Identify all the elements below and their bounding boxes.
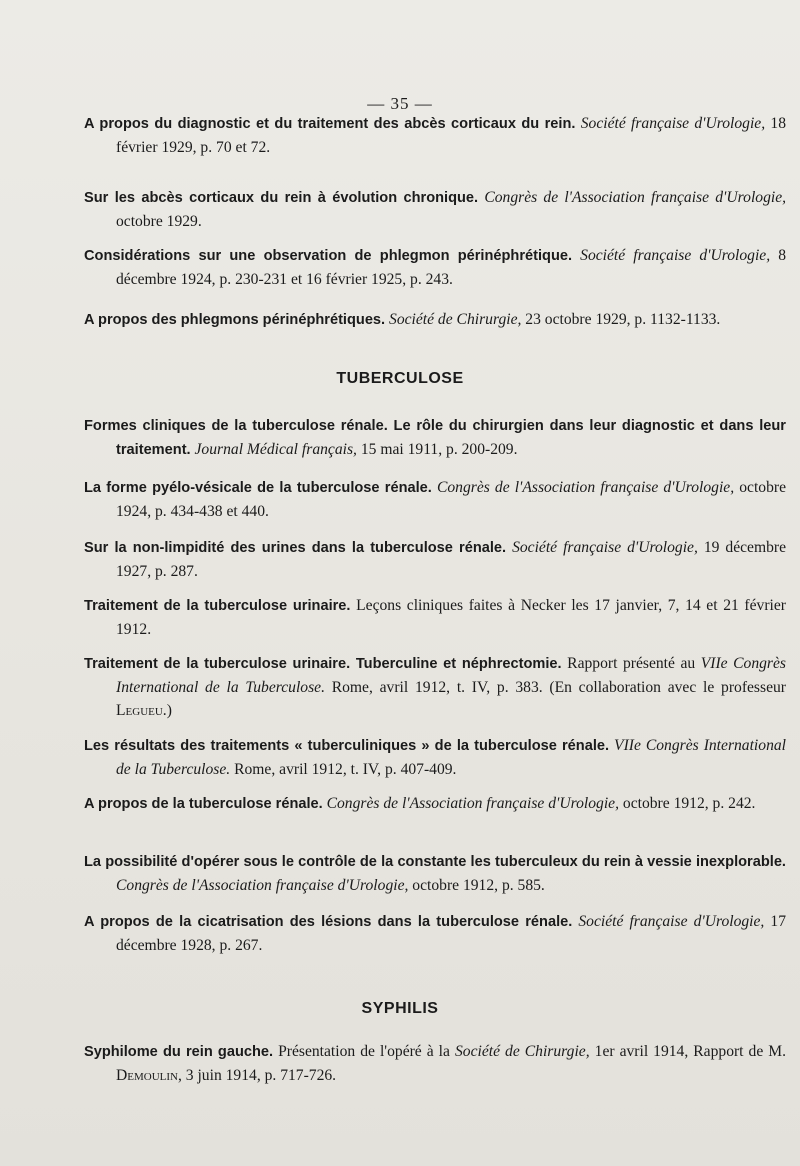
bibliography-entry — [84, 476, 786, 523]
entry-details: 17 décembre 1928, p. 267. — [116, 913, 786, 954]
bibliography-entry — [84, 186, 786, 233]
entry-source: Société française d'Urologie, — [512, 539, 698, 556]
entry-source: Société française d'Urologie, — [580, 247, 771, 264]
entry-title: A propos des phlegmons périnéphrétiques. — [84, 312, 386, 328]
page-number: — 35 — — [367, 94, 433, 113]
bibliography-entry — [84, 792, 786, 816]
entry-details: 23 octobre 1929, p. 1132-1133. — [525, 311, 721, 328]
entry-source: Journal Médical français, — [194, 441, 357, 458]
entry-details: octobre 1929. — [116, 213, 202, 230]
entry-source: Société de Chirurgie, — [454, 1043, 590, 1060]
entry-person: Legueu — [116, 702, 163, 719]
bibliography-entry — [84, 734, 786, 781]
entry-title: Traitement de la tuberculose urinaire. — [84, 598, 351, 614]
entry-details-post: , 3 juin 1914, p. 717-726. — [177, 1067, 337, 1084]
bibliography-entry — [84, 1040, 786, 1087]
entry-source: Congrès de l'Association française d'Urologie, — [484, 189, 787, 206]
entry-details: Rome, avril 1912, t. IV, p. 383. (En collaboration avec le professeur — [331, 679, 786, 696]
entry-details: 15 mai 1911, p. 200-209. — [360, 441, 518, 458]
entry-title: La possibilité d'opérer sous le contrôle de la constante les tuberculeux du rein à vessie inexplorable. — [84, 854, 786, 870]
entry-title: A propos de la cicatrisation des lésions dans la tuberculose rénale. — [84, 914, 573, 930]
entry-details-pre: Rapport présenté au — [567, 655, 696, 672]
bibliography-entry — [84, 112, 786, 159]
bibliography-entry — [84, 308, 786, 332]
entry-title: Considérations sur une observation de phlegmon périnéphrétique. — [84, 248, 573, 264]
entry-details: octobre 1912, p. 242. — [622, 795, 756, 812]
entry-source: VIIe Congrès International de la Tuberculose. — [116, 655, 786, 696]
entry-title: Sur la non-limpidité des urines dans la tuberculose rénale. — [84, 540, 507, 556]
bibliography-entry — [84, 414, 786, 462]
entry-title: Traitement de la tuberculose urinaire. Tuberculine et néphrectomie. — [84, 656, 562, 672]
entry-source: Société française d'Urologie, — [578, 913, 765, 930]
bibliography-entry — [84, 850, 786, 897]
bibliography-entry — [84, 244, 786, 291]
entry-details-pre: Présentation de l'opéré à la — [278, 1043, 450, 1060]
entry-title: Les résultats des traitements « tuberculiniques » de la tuberculose rénale. — [84, 738, 610, 754]
entry-details: octobre 1912, p. 585. — [412, 877, 545, 894]
entry-source: Société de Chirurgie, — [389, 311, 522, 328]
entry-source: Congrès de l'Association française d'Urologie, — [116, 877, 409, 894]
entry-source: Congrès de l'Association française d'Urologie, — [436, 479, 735, 496]
bibliography-entry — [84, 536, 786, 583]
bibliography-entry — [84, 594, 786, 641]
entry-source: Congrès de l'Association française d'Urologie, — [326, 795, 619, 812]
entry-details: 18 février 1929, p. 70 et 72. — [116, 115, 786, 156]
entry-details: 19 décembre 1927, p. 287. — [116, 539, 786, 580]
entry-person: Demoulin — [116, 1067, 178, 1084]
entry-title: Sur les abcès corticaux du rein à évolution chronique. — [84, 190, 479, 206]
section-heading-tuberculose: TUBERCULOSE — [336, 370, 464, 387]
bibliography-entry — [84, 652, 786, 722]
section-heading-syphilis: SYPHILIS — [361, 1000, 439, 1017]
entry-source: VIIe Congrès International de la Tuberculose. — [116, 737, 786, 778]
bibliography-entry — [84, 910, 786, 957]
entry-title: A propos du diagnostic et du traitement des abcès corticaux du rein. — [84, 116, 576, 132]
entry-title: Formes cliniques de la tuberculose rénale. Le rôle du chirurgien dans leur diagnostic et dans leur traitement. — [84, 418, 786, 458]
entry-details: Rome, avril 1912, t. IV, p. 407-409. — [234, 761, 457, 778]
entry-title: A propos de la tuberculose rénale. — [84, 796, 323, 812]
entry-details: 8 décembre 1924, p. 230-231 et 16 février 1925, p. 243. — [116, 247, 786, 288]
entry-source: Société française d'Urologie, — [580, 115, 766, 132]
entry-details: 1er avril 1914, Rapport de M. — [594, 1043, 787, 1060]
entry-title: La forme pyélo-vésicale de la tuberculose rénale. — [84, 480, 432, 496]
entry-details: Leçons cliniques faites à Necker les 17 janvier, 7, 14 et 21 février 1912. — [116, 597, 786, 638]
entry-details-post: .) — [162, 702, 172, 719]
entry-title: Syphilome du rein gauche. — [84, 1044, 274, 1060]
entry-details: octobre 1924, p. 434-438 et 440. — [116, 479, 787, 520]
